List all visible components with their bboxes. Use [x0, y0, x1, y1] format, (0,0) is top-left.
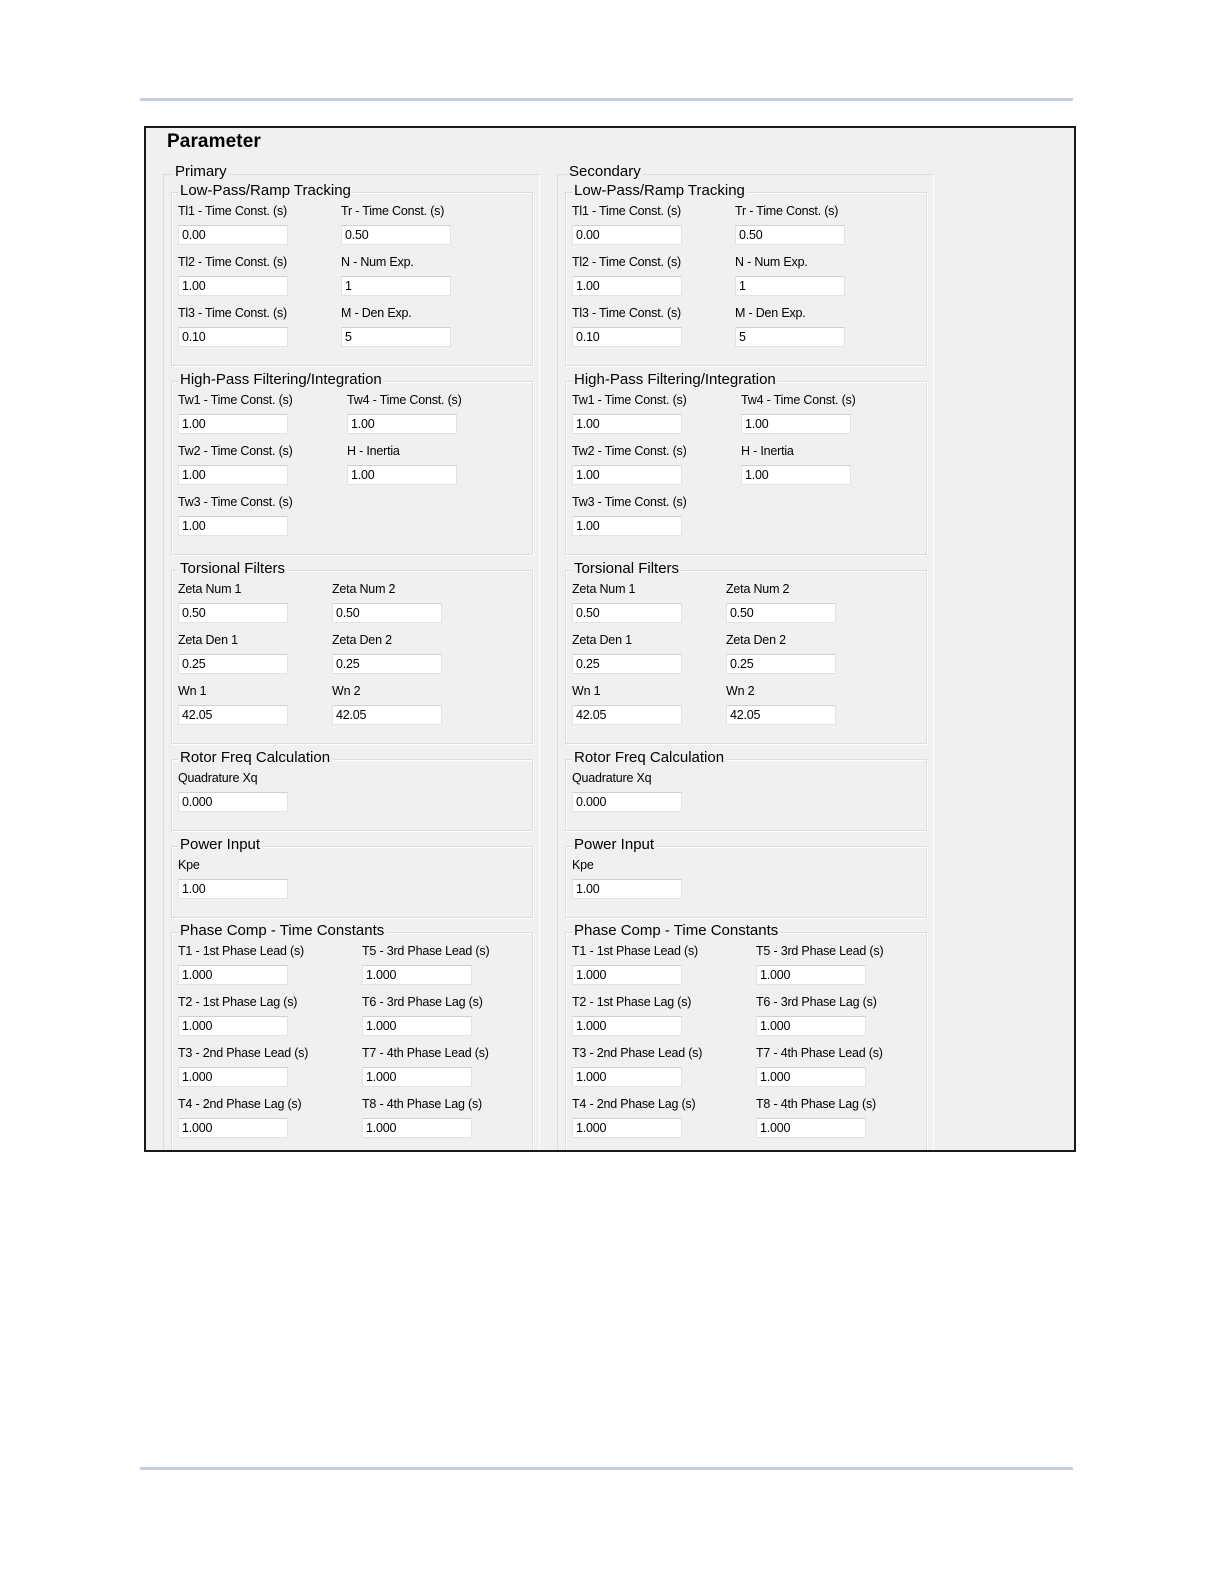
field-input[interactable]	[362, 1118, 472, 1138]
field-input[interactable]	[178, 327, 288, 347]
field-label: Zeta Den 1	[178, 633, 238, 647]
field-label: T2 - 1st Phase Lag (s)	[178, 995, 298, 1009]
secondary-group-rotor-freq-calculation	[565, 749, 927, 831]
field-1	[572, 770, 682, 812]
field-label: Zeta Num 2	[726, 582, 790, 596]
field-1	[572, 581, 682, 623]
field-label: Tw1 - Time Const. (s)	[572, 393, 687, 407]
field-input[interactable]	[178, 225, 288, 245]
field-6	[756, 1045, 883, 1087]
field-5	[572, 683, 682, 725]
field-1	[572, 392, 687, 434]
group-title: High-Pass Filtering/Integration	[180, 371, 382, 388]
field-input[interactable]	[178, 516, 288, 536]
field-input[interactable]	[572, 465, 682, 485]
field-input[interactable]	[572, 654, 682, 674]
group-title: Rotor Freq Calculation	[574, 749, 725, 766]
field-input[interactable]	[572, 516, 682, 536]
group-title: Rotor Freq Calculation	[180, 749, 331, 766]
field-input[interactable]	[178, 792, 288, 812]
field-label: Zeta Den 2	[726, 633, 786, 647]
field-label: Tl3 - Time Const. (s)	[572, 306, 682, 320]
field-label: Zeta Num 2	[332, 582, 396, 596]
field-1	[178, 581, 288, 623]
field-label: M - Den Exp.	[735, 306, 806, 320]
field-input[interactable]	[572, 792, 682, 812]
field-4	[735, 254, 845, 296]
field-label: Tw2 - Time Const. (s)	[178, 444, 293, 458]
field-label: H - Inertia	[347, 444, 400, 458]
field-6	[726, 683, 836, 725]
field-label: Wn 1	[572, 684, 601, 698]
field-label: T2 - 1st Phase Lag (s)	[572, 995, 692, 1009]
field-label: Tl2 - Time Const. (s)	[572, 255, 682, 269]
field-2	[341, 203, 451, 245]
field-label: T1 - 1st Phase Lead (s)	[178, 944, 305, 958]
field-label: Kpe	[572, 858, 594, 872]
field-input[interactable]	[735, 225, 845, 245]
primary-group-power-input	[171, 836, 533, 918]
field-label: Tr - Time Const. (s)	[341, 204, 445, 218]
field-4	[341, 254, 451, 296]
field-1	[178, 770, 288, 812]
field-1	[178, 943, 304, 985]
field-input[interactable]	[572, 225, 682, 245]
field-2	[362, 943, 489, 985]
field-5	[572, 494, 687, 536]
field-4	[347, 443, 457, 485]
field-2	[332, 581, 442, 623]
field-input[interactable]	[178, 879, 288, 899]
field-label: T3 - 2nd Phase Lead (s)	[572, 1046, 703, 1060]
field-8	[362, 1096, 482, 1138]
field-5	[572, 1045, 702, 1087]
secondary-group-phase-comp-time-constants	[565, 922, 927, 1152]
field-input[interactable]	[347, 465, 457, 485]
group-title: Torsional Filters	[180, 560, 286, 577]
field-label: Tw3 - Time Const. (s)	[572, 495, 687, 509]
field-input[interactable]	[178, 603, 288, 623]
field-4	[726, 632, 836, 674]
field-input[interactable]	[572, 327, 682, 347]
field-input[interactable]	[341, 225, 451, 245]
primary-label: Primary	[175, 163, 227, 180]
field-label: Tl3 - Time Const. (s)	[178, 306, 288, 320]
field-1	[178, 857, 288, 899]
field-label: Wn 2	[332, 684, 361, 698]
field-7	[178, 1096, 301, 1138]
field-label: T8 - 4th Phase Lag (s)	[756, 1097, 876, 1111]
field-input[interactable]	[178, 705, 288, 725]
field-input[interactable]	[341, 276, 451, 296]
field-label: T8 - 4th Phase Lag (s)	[362, 1097, 482, 1111]
field-label: M - Den Exp.	[341, 306, 412, 320]
field-8	[756, 1096, 876, 1138]
footer-rule	[140, 1467, 1073, 1470]
field-2	[726, 581, 836, 623]
field-input[interactable]	[178, 654, 288, 674]
secondary-group-torsional-filters	[565, 560, 927, 744]
field-label: Zeta Den 1	[572, 633, 632, 647]
field-input[interactable]	[178, 965, 288, 985]
field-3	[572, 632, 682, 674]
field-input[interactable]	[332, 705, 442, 725]
field-1	[178, 392, 293, 434]
field-input[interactable]	[726, 603, 836, 623]
field-1	[178, 203, 288, 245]
secondary-group-high-pass-filtering	[565, 371, 927, 555]
field-label: N - Num Exp.	[341, 255, 414, 269]
field-2	[347, 392, 462, 434]
primary-group-rotor-freq-calculation	[171, 749, 533, 831]
field-label: Tw3 - Time Const. (s)	[178, 495, 293, 509]
primary-group-torsional-filters	[171, 560, 533, 744]
group-title: Power Input	[180, 836, 261, 853]
field-label: Quadrature Xq	[178, 771, 258, 785]
field-2	[735, 203, 845, 245]
field-label: Tw4 - Time Const. (s)	[741, 393, 856, 407]
field-input[interactable]	[178, 414, 288, 434]
field-label: Tl1 - Time Const. (s)	[178, 204, 288, 218]
field-input[interactable]	[572, 414, 682, 434]
field-input[interactable]	[741, 414, 851, 434]
field-input[interactable]	[741, 465, 851, 485]
field-input[interactable]	[178, 1067, 288, 1087]
field-label: Zeta Num 1	[572, 582, 636, 596]
group-title: Phase Comp - Time Constants	[180, 922, 385, 939]
field-input[interactable]	[572, 1067, 682, 1087]
parameter-panel	[144, 126, 1076, 1152]
field-input[interactable]	[347, 414, 457, 434]
field-input[interactable]	[756, 1016, 866, 1036]
field-input[interactable]	[756, 1067, 866, 1087]
field-label: H - Inertia	[741, 444, 794, 458]
field-3	[572, 994, 691, 1036]
field-3	[178, 632, 288, 674]
field-label: Zeta Den 2	[332, 633, 392, 647]
field-3	[572, 443, 687, 485]
field-4	[362, 994, 483, 1036]
field-label: Wn 2	[726, 684, 755, 698]
field-label: Tr - Time Const. (s)	[735, 204, 839, 218]
primary-group-phase-comp-time-constants	[171, 922, 533, 1152]
field-5	[178, 494, 293, 536]
field-5	[572, 305, 682, 347]
field-3	[178, 994, 297, 1036]
secondary-group-power-input	[565, 836, 927, 918]
field-input[interactable]	[362, 1016, 472, 1036]
field-input[interactable]	[735, 276, 845, 296]
field-label: N - Num Exp.	[735, 255, 808, 269]
field-label: T5 - 3rd Phase Lead (s)	[362, 944, 490, 958]
field-label: Kpe	[178, 858, 200, 872]
field-input[interactable]	[332, 654, 442, 674]
field-7	[572, 1096, 695, 1138]
field-label: T5 - 3rd Phase Lead (s)	[756, 944, 884, 958]
field-1	[572, 943, 698, 985]
field-label: Wn 1	[178, 684, 207, 698]
field-label: T6 - 3rd Phase Lag (s)	[362, 995, 483, 1009]
field-6	[332, 683, 442, 725]
field-5	[178, 683, 288, 725]
primary-group-high-pass-filtering	[171, 371, 533, 555]
header-rule	[140, 98, 1073, 101]
field-6	[341, 305, 451, 347]
group-title: High-Pass Filtering/Integration	[574, 371, 776, 388]
field-3	[572, 254, 682, 296]
field-6	[735, 305, 845, 347]
field-input[interactable]	[572, 705, 682, 725]
field-input[interactable]	[756, 965, 866, 985]
secondary-label: Secondary	[569, 163, 641, 180]
field-3	[178, 254, 288, 296]
group-title: Power Input	[574, 836, 655, 853]
field-input[interactable]	[178, 1016, 288, 1036]
field-4	[741, 443, 851, 485]
field-5	[178, 305, 288, 347]
field-input[interactable]	[572, 965, 682, 985]
field-label: Tl2 - Time Const. (s)	[178, 255, 288, 269]
field-2	[741, 392, 856, 434]
field-input[interactable]	[726, 705, 836, 725]
field-label: Quadrature Xq	[572, 771, 652, 785]
field-input[interactable]	[756, 1118, 866, 1138]
field-input[interactable]	[572, 603, 682, 623]
field-label: Zeta Num 1	[178, 582, 242, 596]
group-title: Torsional Filters	[574, 560, 680, 577]
field-4	[332, 632, 442, 674]
field-2	[756, 943, 883, 985]
field-label: T4 - 2nd Phase Lag (s)	[178, 1097, 302, 1111]
panel-title: Parameter	[167, 131, 261, 152]
group-title: Low-Pass/Ramp Tracking	[574, 182, 745, 199]
field-1	[572, 203, 682, 245]
field-label: T7 - 4th Phase Lead (s)	[362, 1046, 489, 1060]
field-label: T1 - 1st Phase Lead (s)	[572, 944, 699, 958]
group-title: Phase Comp - Time Constants	[574, 922, 779, 939]
field-label: T6 - 3rd Phase Lag (s)	[756, 995, 877, 1009]
field-label: Tl1 - Time Const. (s)	[572, 204, 682, 218]
field-input[interactable]	[178, 276, 288, 296]
field-4	[756, 994, 877, 1036]
field-input[interactable]	[572, 1118, 682, 1138]
field-input[interactable]	[332, 603, 442, 623]
field-label: Tw2 - Time Const. (s)	[572, 444, 687, 458]
field-6	[362, 1045, 489, 1087]
field-input[interactable]	[572, 276, 682, 296]
field-label: T4 - 2nd Phase Lag (s)	[572, 1097, 696, 1111]
field-input[interactable]	[178, 1118, 288, 1138]
field-1	[572, 857, 682, 899]
field-label: T7 - 4th Phase Lead (s)	[756, 1046, 883, 1060]
field-3	[178, 443, 293, 485]
field-input[interactable]	[572, 1016, 682, 1036]
field-input[interactable]	[178, 465, 288, 485]
field-input[interactable]	[572, 879, 682, 899]
secondary-group-low-pass-ramp-tracking	[565, 182, 927, 366]
primary-group-low-pass-ramp-tracking	[171, 182, 533, 366]
field-input[interactable]	[726, 654, 836, 674]
field-label: Tw1 - Time Const. (s)	[178, 393, 293, 407]
field-5	[178, 1045, 308, 1087]
field-input[interactable]	[735, 327, 845, 347]
field-input[interactable]	[341, 327, 451, 347]
field-label: T3 - 2nd Phase Lead (s)	[178, 1046, 309, 1060]
group-title: Low-Pass/Ramp Tracking	[180, 182, 351, 199]
field-input[interactable]	[362, 1067, 472, 1087]
field-label: Tw4 - Time Const. (s)	[347, 393, 462, 407]
field-input[interactable]	[362, 965, 472, 985]
